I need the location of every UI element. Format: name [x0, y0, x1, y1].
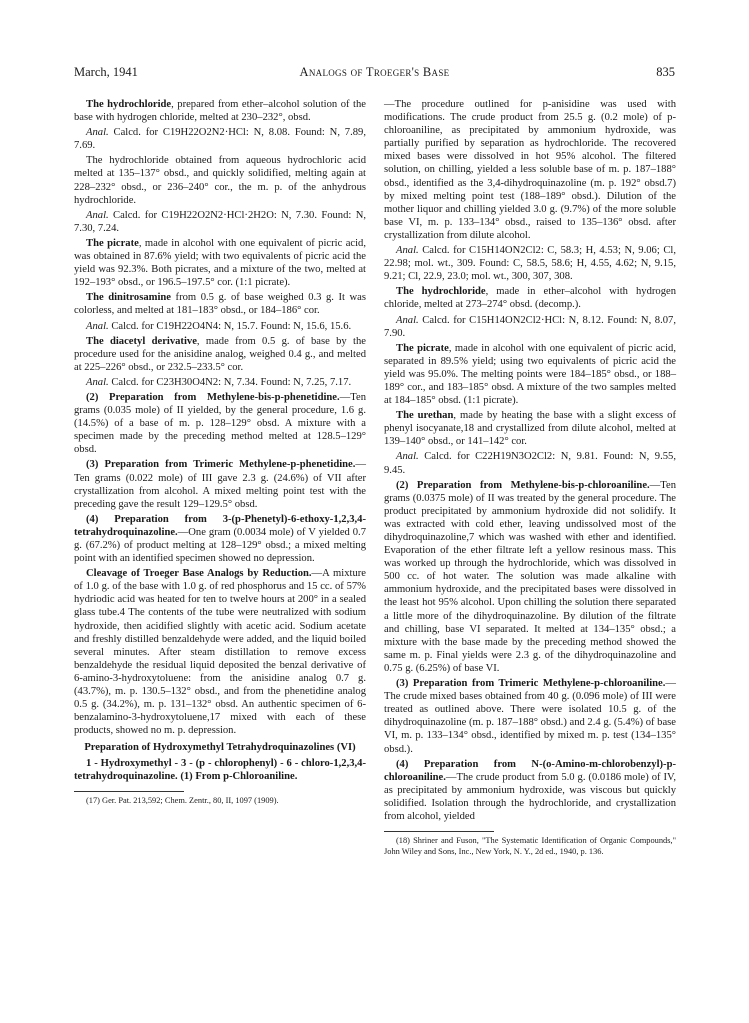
paragraph-text: , prepared from ether–alcohol solution of the base with hydrogen chloride, melted at 230–232°, obsd.	[74, 99, 366, 124]
run-in-heading: The hydrochloride	[396, 286, 486, 298]
anal-label: Anal.	[86, 127, 109, 139]
subsection-title: 1 - Hydroxymethyl - 3 - (p - chlorophenyl) - 6 - chloro-1,2,3,4-tetrahydroquinazoline. (1) From p-Chloroaniline.	[74, 757, 366, 782]
paragraph	[384, 285, 676, 311]
analysis-line	[74, 209, 366, 235]
paragraph	[384, 342, 676, 407]
running-header	[74, 66, 675, 84]
paragraph-text: , made by heating the base with a slight excess of phenyl isocyanate,18 and crystallized from dilute alcohol, melted at 139–140° obsd., or 141–142° cor.	[384, 410, 676, 448]
paragraph	[384, 677, 676, 756]
analysis-line	[384, 450, 676, 476]
anal-label: Anal.	[86, 209, 109, 221]
run-in-heading: The diacetyl derivative	[86, 335, 197, 347]
anal-label: Anal.	[396, 314, 419, 326]
run-in-heading: Cleavage of Troeger Base Analogs by Reduction.	[86, 568, 312, 580]
run-in-heading: The dinitrosamine	[86, 292, 171, 304]
paragraph-text: —One gram (0.0034 mole) of V yielded 0.7 g. (67.2%) of product melting at 128–129° obsd.; a mixed melting point with an identified specimen showed no depression.	[74, 526, 366, 565]
analysis-line	[74, 376, 366, 389]
run-in-heading: The hydrochloride	[86, 99, 172, 110]
section-title: Preparation of Hydroxymethyl Tetrahydroquinazolines (VI)	[84, 742, 356, 754]
paragraph	[74, 291, 366, 317]
run-in-heading: (3) Preparation from Trimeric Methylene-p-chloroaniline.	[396, 678, 666, 690]
run-in-heading: (2) Preparation from Methylene-bis-p-phenetidine.	[86, 391, 340, 403]
run-in-heading: The picrate	[396, 342, 449, 354]
analysis-line	[384, 314, 676, 340]
anal-label: Anal.	[86, 320, 109, 332]
analysis-text: Calcd. for C19H22O4N4: N, 15.7. Found: N, 15.6, 15.6.	[108, 320, 352, 332]
paragraph	[74, 391, 366, 456]
header-date: March, 1941	[74, 65, 138, 79]
analysis-text: Calcd. for C23H30O4N2: N, 7.34. Found: N, 7.25, 7.17.	[108, 376, 352, 388]
paragraph-text: from 0.5 g. of base weighed 0.3 g. It was colorless, and melted at 181–183° obsd., or 184–186° cor.	[74, 292, 366, 317]
header-title: Analogs of Troeger's Base	[299, 65, 450, 79]
anal-label: Anal.	[396, 245, 419, 257]
run-in-heading: (3) Preparation from Trimeric Methylene-p-phenetidine.	[86, 459, 356, 471]
left-column	[74, 98, 366, 808]
analysis-text: Calcd. for C19H22O2N2·HCl: N, 8.08. Found: N, 7.89, 7.69.	[74, 127, 366, 152]
anal-label: Anal.	[396, 451, 419, 463]
paragraph-text: —A mixture of 1.0 g. of the base with 1.0 g. of red phosphorus and 15 cc. of 57% hydriodic acid was heated for ten to twelve hours at 200° in a sealed glass tube.4 The contents of the tube were neutralized with sodium hydroxide, then acidified slightly with acetic acid. Sodium acetate and freshly distilled benzaldehyde were added, and the liquid boiled several minutes. After steam distillation to remove excess benzaldehyde the residual liquid deposited the benzal derivative of 6-amino-3-hydroxytoluene: from the anisidine analog 0.7 g. (43.7%), m. p. 130.5–132° obsd., and from the phenetidine analog 0.5 g. (34.2%), m. p. 131–132° obsd. An authentic specimen of 6-benzalamino-3-hydroxytoluene,17 mixed with each of these products, showed no m. p. depression.	[74, 568, 366, 737]
footnote: (18) Shriner and Fuson, "The Systematic Identification of Organic Compounds," John Wiley and Sons, Inc., New York, N. Y., 2d ed., 1940, p. 136.	[384, 836, 676, 856]
anal-label: Anal.	[86, 376, 109, 388]
run-in-heading: The urethan	[396, 410, 454, 422]
footnote-rule	[384, 831, 494, 832]
paragraph-text: —The crude mixed bases obtained from 40 g. (0.096 mole) of III were treated as outlined above. There were isolated 10.5 g. of the dihydroquinazoline (m. p. 187–188° obsd.) and 2.4 g. (5.4%) of base VI, m. p. 133–134° obsd., identified by mixed m. p. test (134–135° obsd.).	[384, 678, 676, 755]
run-in-heading: The picrate	[86, 237, 139, 249]
page-number: 835	[656, 65, 675, 79]
run-in-heading: (4) Preparation from 3-(p-Phenetyl)-6-ethoxy-1,2,3,4-tetrahydroquinazoline.	[74, 513, 366, 538]
paragraph-text: —Ten grams (0.022 mole) of III gave 2.3 g. (24.6%) of VII after crystallization from alcohol. A mixed melting point test with the preceding gave the result 129–129.5° obsd.	[74, 459, 366, 510]
paragraph	[384, 479, 676, 675]
analysis-line	[74, 126, 366, 152]
paragraph-text: , made from 0.5 g. of base by the procedure used for the anisidine analog, weighed 0.4 g., and melted at 225–226° obsd., or 232.5–233.5° cor.	[74, 335, 366, 373]
paragraph	[74, 458, 366, 510]
footnote: (17) Ger. Pat. 213,592; Chem. Zentr., 80, II, 1097 (1909).	[86, 795, 279, 805]
analysis-text: Calcd. for C15H14ON2Cl2: C, 58.3; H, 4.53; N, 9.06; Cl, 22.98; mol. wt., 309. Found: C, 58.5, 58.6; H, 4.55, 4.62; N, 9.15, 9.21; Cl, 22.9, 23.0; mol. wt., 300, 307, 308.	[384, 245, 676, 283]
analysis-line	[384, 244, 676, 283]
paragraph-text: —The crude product from 5.0 g. (0.0186 mole) of IV, as precipitated by ammonium hydroxide, was viscous but quickly solidified. Isolation through the hydrochloride, and crystallization from alcohol, yielded	[384, 771, 676, 822]
run-in-heading: (4) Preparation from N-(o-Amino-m-chlorobenzyl)-p-chloroaniline.	[384, 758, 676, 783]
analysis-text: Calcd. for C15H14ON2Cl2·HCl: N, 8.12. Found: N, 8.07, 7.90.	[384, 314, 676, 339]
analysis-text: Calcd. for C22H19N3O2Cl2: N, 9.81. Found: N, 9.55, 9.45.	[384, 451, 676, 476]
analysis-line	[74, 320, 366, 333]
paragraph: —The procedure outlined for p-anisidine was used with modifications. The crude product from 25.5 g. (0.2 mole) of p-chloroaniline, as precipitated by ammonium hydroxide, was partially purified by separation as hydrochloride. The recovered mixed bases were dissolved in hot 95% alcohol. The filtered solution, on chilling, yielded a less soluble base of m. p. 187–188° obsd., identified as the 3,4-dihydroquinazoline (m. p. 192° obsd.7) by mixed melting point test (188–189° obsd.). Dilution of the mother liquor and chilling yielded 3.0 g. (9.7%) of the more soluble base VI, m. p. 133–134° obsd., raised to 135–136° obsd. after crystallization from dilute alcohol.	[384, 99, 676, 241]
paragraph-text: —Ten grams (0.0375 mole) of II was treated by the general procedure. The product precipitated by ammonium hydroxide did not solidify. It was extracted with cold ether, leaving undissolved most of the dihydroquinazoline,7 which was washed with ether and identified. Evaporation of the ether filtrate left a yellow resinous mass. This was worked up through the hydrochloride, which was dissolved in 500 cc. of hot water. The solution was made alkaline with ammonium hydroxide, and the precipitated bases were dissolved in the least hot 95% alcohol. Upon chilling the solution there separated a little more of the dihydroquinazoline. By dilution of the filtrate and chilling, base VI separated. It melted at 134–135° obsd.; a mixture with the base made by the preceding method showed the same m. p. Final yields were 2.3 g. of the dihydroquinazoline and 0.75 g. (6.25%) of base VI.	[384, 479, 676, 674]
paragraph-text: —Ten grams (0.035 mole) of II yielded, by the general procedure, 1.6 g. (14.5%) of a base of m. p. 128–129° obsd. A mixture with a specimen made by the preceding method melted at 128.5–129° obsd.	[74, 391, 366, 456]
paragraph	[384, 758, 676, 823]
paragraph-text: , made in alcohol with one equivalent of picric acid, separated in 89.5% yield; using two equivalents of picric acid the yield was 95.0%. The melting points were 184–185° obsd., or 188–189° cor., and 183–185° obsd. A mixture of the two samples melted at 184–185° obsd. (1:1 picrate).	[384, 342, 676, 407]
right-column	[384, 98, 676, 859]
paragraph	[74, 567, 366, 737]
paragraph-text: , made in ether–alcohol with hydrogen chloride, melted at 273–274° obsd. (decomp.).	[384, 286, 676, 311]
run-in-heading: (2) Preparation from Methylene-bis-p-chloroaniline.	[396, 479, 650, 491]
paragraph	[384, 409, 676, 448]
paragraph	[74, 237, 366, 289]
paragraph: The hydrochloride obtained from aqueous hydrochloric acid melted at 135–137° obsd., and quickly solidified, melting again at 228–232° obsd., or 236–240° cor., the m. p. of the anhydrous hydrochloride.	[74, 155, 366, 206]
paragraph-text: , made in alcohol with one equivalent of picric acid, was obtained in 87.6% yield; with two equivalents of picric acid the yield was 92.3%. Both picrates, and a mixture of the two, melted at 192–193° obsd., or 196.5–197.5° cor. (1:1 picrate).	[74, 237, 366, 289]
paragraph	[74, 98, 366, 124]
paragraph	[74, 335, 366, 374]
analysis-text: Calcd. for C19H22O2N2·HCl·2H2O: N, 7.30. Found: N, 7.30, 7.24.	[74, 209, 366, 234]
footnote-rule	[74, 791, 184, 792]
paragraph	[74, 513, 366, 565]
